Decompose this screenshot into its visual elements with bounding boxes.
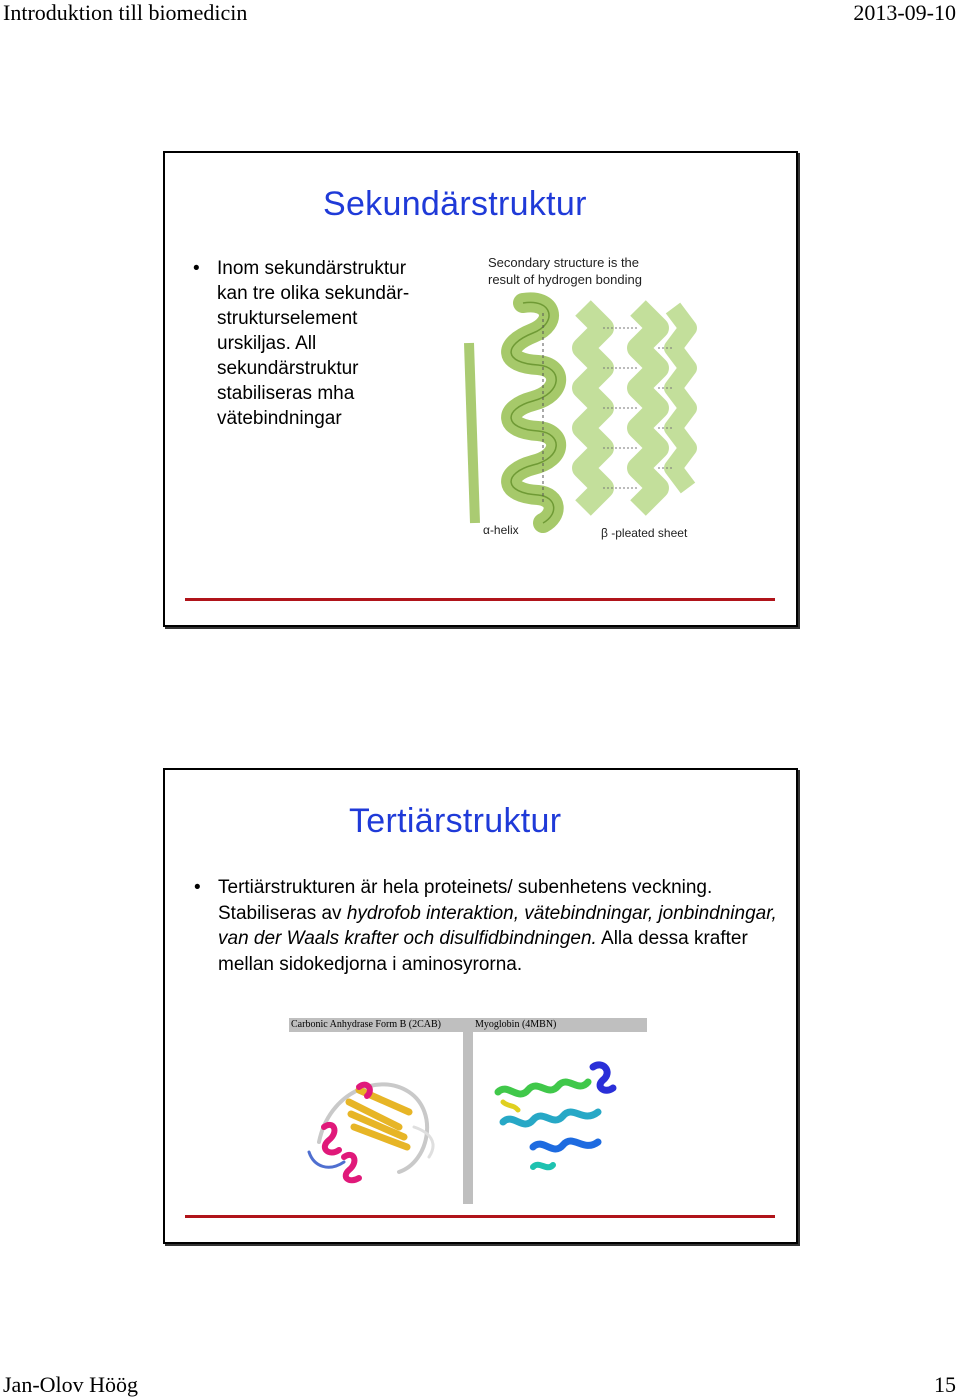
text-italic: hydrofob interaktion, vätebindningar, jonbindningar, van der Waals krafter och disulfidbindningen. xyxy=(218,902,777,949)
header-date: 2013-09-10 xyxy=(853,0,956,25)
label-alpha-helix: α-helix xyxy=(483,523,519,537)
carbonic-anhydrase-ribbon xyxy=(289,1032,463,1204)
beta-sheet-drawing xyxy=(583,308,688,508)
footer-page-number: 15 xyxy=(934,1372,956,1397)
bullet-line: sekundärstruktur xyxy=(217,358,359,379)
text-part-a: Tertiärstrukturen är hela proteinets/ subenhetens veckning. Stabiliseras av xyxy=(218,877,713,924)
alpha-helix-drawing xyxy=(469,302,556,523)
bullet-line: stabiliseras mha xyxy=(217,383,355,404)
header-course: Introduktion till biomedicin xyxy=(3,0,248,25)
myoglobin-ribbon xyxy=(473,1032,647,1204)
slide-rule xyxy=(185,1215,775,1218)
slide-sekundarstruktur xyxy=(163,151,798,627)
label-beta-sheet: β -pleated sheet xyxy=(601,526,688,540)
bullet-line: kan tre olika sekundär- xyxy=(217,283,410,304)
secondary-structure-illustration xyxy=(463,253,698,543)
bullet-line: Inom sekundärstruktur xyxy=(217,258,407,279)
secondary-structure-figure xyxy=(463,253,698,543)
slide-rule xyxy=(185,598,775,601)
bullet-text xyxy=(193,256,467,431)
footer-author: Jan-Olov Höög xyxy=(3,1372,139,1397)
slide-tertiarstruktur xyxy=(163,768,798,1244)
bullet-text xyxy=(194,875,778,977)
bullet-line: urskiljas. All xyxy=(217,333,317,354)
text-part-b: Alla dessa krafter mellan sidokedjorna i aminosyrorna. xyxy=(218,928,748,975)
label-carbonic-anhydrase: Carbonic Anhydrase Form B (2CAB) xyxy=(289,1018,463,1032)
slide-title: Sekundärstruktur xyxy=(323,185,587,223)
bullet-dot: • xyxy=(193,258,200,279)
figure-caption-line1: Secondary structure is the xyxy=(488,255,640,270)
bullet-line: vätebindningar xyxy=(217,408,342,429)
label-myoglobin: Myoglobin (4MBN) xyxy=(473,1018,647,1032)
figure-caption-line2: result of hydrogen bonding xyxy=(488,272,642,287)
protein-structures-figure xyxy=(289,1018,647,1204)
slide-title: Tertiärstruktur xyxy=(349,802,562,840)
bullet-dot: • xyxy=(194,877,201,898)
figure-divider xyxy=(463,1018,473,1204)
bullet-line: strukturselement xyxy=(217,308,358,329)
